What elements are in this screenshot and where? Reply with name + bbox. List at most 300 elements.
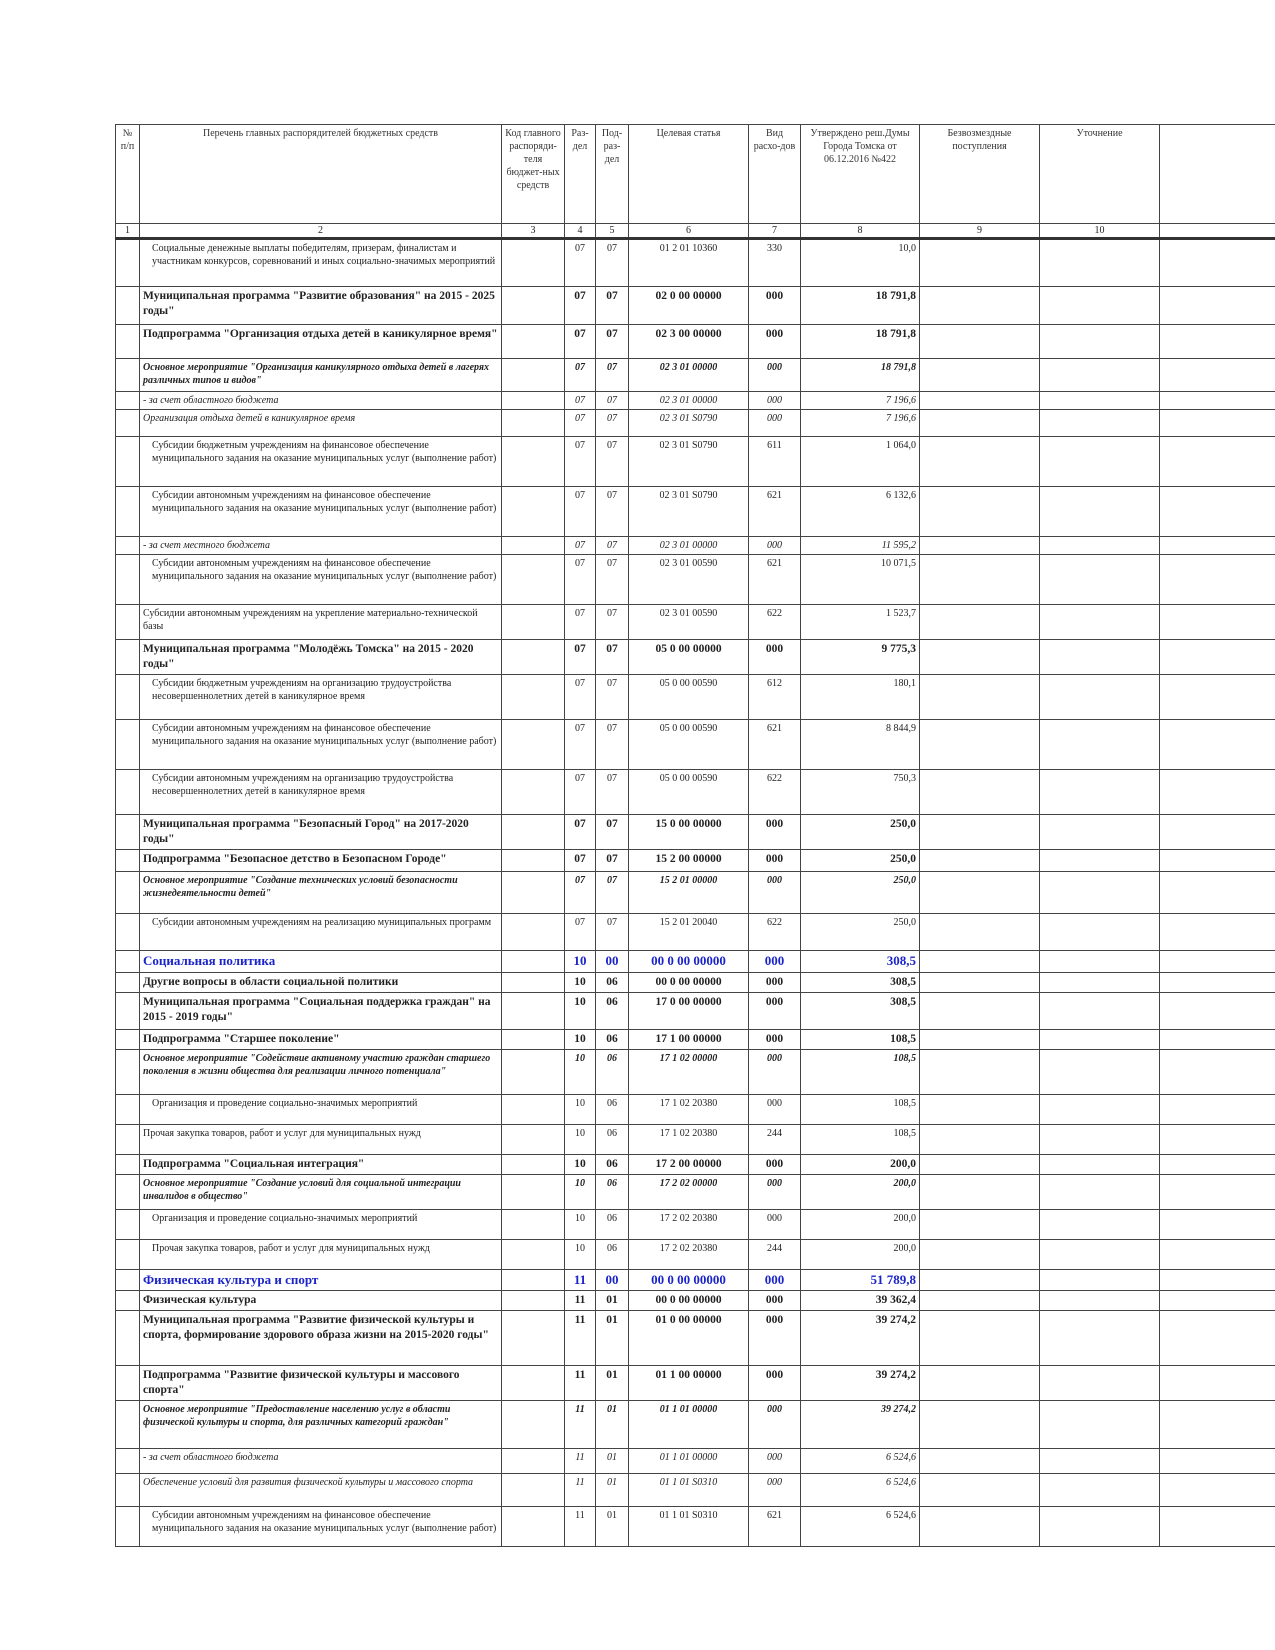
cell-free <box>920 1474 1040 1507</box>
cell-podrazdel: 06 <box>596 1209 629 1239</box>
cell-csr: 02 3 01 00000 <box>629 537 749 555</box>
table-row <box>116 992 1275 1029</box>
cell-num <box>116 1474 140 1507</box>
cell-amount: 308,5 <box>801 992 920 1029</box>
column-number: 7 <box>749 224 801 239</box>
cell-extra <box>1160 1269 1275 1291</box>
cell-csr: 05 0 00 00000 <box>629 640 749 675</box>
cell-extra <box>1160 1449 1275 1474</box>
cell-free <box>920 950 1040 972</box>
cell-free <box>920 1094 1040 1124</box>
cell-free <box>920 674 1040 719</box>
cell-vr: 000 <box>749 1401 801 1449</box>
cell-podrazdel: 07 <box>596 359 629 392</box>
header-cell: Целевая статья <box>629 125 749 224</box>
cell-free <box>920 1174 1040 1209</box>
cell-num <box>116 814 140 849</box>
cell-vr: 244 <box>749 1239 801 1269</box>
cell-razdel: 07 <box>565 325 596 359</box>
cell-num <box>116 849 140 871</box>
cell-free <box>920 1507 1040 1547</box>
cell-num <box>116 1209 140 1239</box>
cell-adjust <box>1040 392 1160 410</box>
cell-razdel: 07 <box>565 719 596 769</box>
column-number-row <box>116 224 1275 239</box>
cell-free <box>920 537 1040 555</box>
cell-vr: 000 <box>749 992 801 1029</box>
cell-name: Организация отдыха детей в каникулярное время <box>140 410 502 437</box>
cell-csr: 17 1 00 00000 <box>629 1029 749 1049</box>
cell-csr: 02 3 01 S0790 <box>629 437 749 487</box>
cell-podrazdel: 07 <box>596 674 629 719</box>
cell-csr: 17 2 02 20380 <box>629 1239 749 1269</box>
cell-amount: 308,5 <box>801 972 920 992</box>
cell-csr: 01 1 01 00000 <box>629 1401 749 1449</box>
table-row <box>116 1474 1275 1507</box>
cell-code <box>502 719 565 769</box>
cell-vr: 000 <box>749 1209 801 1239</box>
cell-free <box>920 605 1040 640</box>
cell-free <box>920 719 1040 769</box>
cell-amount: 250,0 <box>801 849 920 871</box>
cell-podrazdel: 06 <box>596 1049 629 1094</box>
cell-razdel: 11 <box>565 1449 596 1474</box>
cell-vr: 000 <box>749 871 801 913</box>
cell-adjust <box>1040 1269 1160 1291</box>
cell-adjust <box>1040 1154 1160 1174</box>
cell-code <box>502 1311 565 1366</box>
cell-free <box>920 769 1040 814</box>
cell-name: Подпрограмма "Развитие физической культуры и массового спорта" <box>140 1366 502 1401</box>
cell-razdel: 10 <box>565 992 596 1029</box>
cell-razdel: 10 <box>565 1174 596 1209</box>
cell-adjust <box>1040 487 1160 537</box>
cell-free <box>920 1291 1040 1311</box>
cell-csr: 02 3 01 S0790 <box>629 487 749 537</box>
cell-free <box>920 1049 1040 1094</box>
cell-vr: 000 <box>749 359 801 392</box>
cell-razdel: 07 <box>565 871 596 913</box>
cell-podrazdel: 06 <box>596 1029 629 1049</box>
cell-extra <box>1160 1507 1275 1547</box>
cell-razdel: 07 <box>565 605 596 640</box>
cell-code <box>502 1239 565 1269</box>
cell-razdel: 10 <box>565 1209 596 1239</box>
cell-podrazdel: 07 <box>596 392 629 410</box>
cell-name: Субсидии автономным учреждениям на финансовое обеспечение муниципального задания на оказание муниципальных услуг (выполнение работ) <box>140 719 502 769</box>
cell-name: Субсидии автономным учреждениям на организацию трудоустройства несовершеннолетних детей в каникулярное время <box>140 769 502 814</box>
cell-razdel: 11 <box>565 1366 596 1401</box>
cell-code <box>502 605 565 640</box>
cell-adjust <box>1040 849 1160 871</box>
cell-vr: 000 <box>749 1366 801 1401</box>
cell-vr: 244 <box>749 1124 801 1154</box>
cell-code <box>502 239 565 287</box>
cell-code <box>502 849 565 871</box>
cell-num <box>116 769 140 814</box>
cell-free <box>920 437 1040 487</box>
cell-podrazdel: 07 <box>596 325 629 359</box>
cell-free <box>920 1449 1040 1474</box>
cell-name: Подпрограмма "Социальная интеграция" <box>140 1154 502 1174</box>
table-row <box>116 1124 1275 1154</box>
table-row <box>116 1029 1275 1049</box>
cell-extra <box>1160 1401 1275 1449</box>
cell-name: Субсидии автономным учреждениям на укрепление материально-технической базы <box>140 605 502 640</box>
table-row <box>116 871 1275 913</box>
cell-podrazdel: 07 <box>596 640 629 675</box>
cell-code <box>502 950 565 972</box>
cell-csr: 02 0 00 00000 <box>629 287 749 325</box>
cell-code <box>502 1094 565 1124</box>
cell-razdel: 07 <box>565 239 596 287</box>
cell-name: Муниципальная программа "Развитие физической культуры и спорта, формирование здорового образа жизни на 2015-2020 годы" <box>140 1311 502 1366</box>
cell-amount: 39 274,2 <box>801 1366 920 1401</box>
cell-amount: 6 524,6 <box>801 1449 920 1474</box>
cell-extra <box>1160 814 1275 849</box>
cell-free <box>920 359 1040 392</box>
cell-free <box>920 1366 1040 1401</box>
cell-code <box>502 871 565 913</box>
cell-adjust <box>1040 1366 1160 1401</box>
cell-code <box>502 1507 565 1547</box>
cell-razdel: 07 <box>565 410 596 437</box>
cell-name: Основное мероприятие "Предоставление населению услуг в области физической культуры и спорта, для различных категорий граждан" <box>140 1401 502 1449</box>
cell-adjust <box>1040 555 1160 605</box>
cell-vr: 000 <box>749 1094 801 1124</box>
table-row <box>116 487 1275 537</box>
cell-code <box>502 1401 565 1449</box>
cell-razdel: 10 <box>565 950 596 972</box>
cell-amount: 6 524,6 <box>801 1474 920 1507</box>
cell-vr: 000 <box>749 640 801 675</box>
table-row <box>116 1154 1275 1174</box>
header-cell: Вид расхо-дов <box>749 125 801 224</box>
cell-vr: 000 <box>749 1269 801 1291</box>
cell-podrazdel: 07 <box>596 814 629 849</box>
cell-razdel: 10 <box>565 1239 596 1269</box>
cell-amount: 39 274,2 <box>801 1401 920 1449</box>
cell-free <box>920 392 1040 410</box>
cell-vr: 000 <box>749 1311 801 1366</box>
cell-code <box>502 1174 565 1209</box>
cell-amount: 308,5 <box>801 950 920 972</box>
cell-csr: 17 2 00 00000 <box>629 1154 749 1174</box>
column-number-empty <box>1160 224 1275 239</box>
cell-podrazdel: 01 <box>596 1401 629 1449</box>
cell-vr: 000 <box>749 1029 801 1049</box>
table-row <box>116 1401 1275 1449</box>
table-row <box>116 239 1275 287</box>
table-row <box>116 410 1275 437</box>
cell-free <box>920 871 1040 913</box>
cell-free <box>920 972 1040 992</box>
cell-amount: 200,0 <box>801 1154 920 1174</box>
cell-podrazdel: 07 <box>596 437 629 487</box>
cell-razdel: 07 <box>565 537 596 555</box>
cell-vr: 622 <box>749 913 801 950</box>
cell-vr: 622 <box>749 769 801 814</box>
cell-code <box>502 674 565 719</box>
cell-podrazdel: 07 <box>596 287 629 325</box>
cell-csr: 05 0 00 00590 <box>629 769 749 814</box>
cell-code <box>502 1474 565 1507</box>
cell-num <box>116 972 140 992</box>
cell-adjust <box>1040 972 1160 992</box>
cell-podrazdel: 01 <box>596 1366 629 1401</box>
cell-name: Субсидии бюджетным учреждениям на организацию трудоустройства несовершеннолетних детей в каникулярное время <box>140 674 502 719</box>
cell-num <box>116 1094 140 1124</box>
cell-vr: 000 <box>749 325 801 359</box>
cell-amount: 10,0 <box>801 239 920 287</box>
cell-name: - за счет областного бюджета <box>140 392 502 410</box>
cell-num <box>116 555 140 605</box>
cell-num <box>116 1239 140 1269</box>
cell-free <box>920 1239 1040 1269</box>
cell-amount: 7 196,6 <box>801 410 920 437</box>
cell-razdel: 11 <box>565 1291 596 1311</box>
cell-podrazdel: 07 <box>596 487 629 537</box>
cell-name: Подпрограмма "Организация отдыха детей в каникулярное время" <box>140 325 502 359</box>
cell-razdel: 11 <box>565 1269 596 1291</box>
column-number: 8 <box>801 224 920 239</box>
cell-extra <box>1160 1474 1275 1507</box>
cell-podrazdel: 07 <box>596 769 629 814</box>
column-number: 3 <box>502 224 565 239</box>
cell-name: Основное мероприятие "Организация каникулярного отдыха детей в лагерях различных типов и видов" <box>140 359 502 392</box>
table-row <box>116 1094 1275 1124</box>
cell-extra <box>1160 1154 1275 1174</box>
cell-amount: 6 132,6 <box>801 487 920 537</box>
cell-code <box>502 814 565 849</box>
cell-csr: 01 1 01 S0310 <box>629 1474 749 1507</box>
cell-csr: 17 0 00 00000 <box>629 992 749 1029</box>
cell-razdel: 07 <box>565 640 596 675</box>
cell-podrazdel: 06 <box>596 1154 629 1174</box>
cell-adjust <box>1040 1239 1160 1269</box>
cell-vr: 000 <box>749 849 801 871</box>
cell-amount: 108,5 <box>801 1049 920 1094</box>
cell-amount: 250,0 <box>801 871 920 913</box>
cell-free <box>920 325 1040 359</box>
cell-podrazdel: 01 <box>596 1311 629 1366</box>
cell-csr: 02 3 01 00590 <box>629 555 749 605</box>
cell-num <box>116 325 140 359</box>
cell-code <box>502 1449 565 1474</box>
table-row <box>116 719 1275 769</box>
cell-num <box>116 1311 140 1366</box>
cell-code <box>502 972 565 992</box>
cell-adjust <box>1040 992 1160 1029</box>
cell-num <box>116 287 140 325</box>
cell-free <box>920 410 1040 437</box>
cell-adjust <box>1040 913 1160 950</box>
cell-adjust <box>1040 537 1160 555</box>
cell-adjust <box>1040 950 1160 972</box>
cell-vr: 611 <box>749 437 801 487</box>
cell-code <box>502 640 565 675</box>
cell-amount: 108,5 <box>801 1094 920 1124</box>
cell-extra <box>1160 972 1275 992</box>
cell-code <box>502 1049 565 1094</box>
cell-name: Обеспечение условий для развития физической культуры и массового спорта <box>140 1474 502 1507</box>
cell-name: Основное мероприятие "Создание условий для социальной интеграции инвалидов в общество" <box>140 1174 502 1209</box>
cell-name: Физическая культура и спорт <box>140 1269 502 1291</box>
cell-vr: 000 <box>749 392 801 410</box>
table-row <box>116 814 1275 849</box>
cell-name: Организация и проведение социально-значимых мероприятий <box>140 1209 502 1239</box>
cell-amount: 10 071,5 <box>801 555 920 605</box>
table-row <box>116 674 1275 719</box>
cell-adjust <box>1040 410 1160 437</box>
cell-extra <box>1160 410 1275 437</box>
cell-num <box>116 992 140 1029</box>
cell-podrazdel: 07 <box>596 239 629 287</box>
column-number: 2 <box>140 224 502 239</box>
cell-csr: 01 1 01 00000 <box>629 1449 749 1474</box>
table-row <box>116 1209 1275 1239</box>
cell-num <box>116 1174 140 1209</box>
header-cell: Код главного распоряди-теля бюджет-ных средств <box>502 125 565 224</box>
cell-num <box>116 871 140 913</box>
cell-vr: 000 <box>749 1154 801 1174</box>
cell-razdel: 10 <box>565 1094 596 1124</box>
cell-vr: 000 <box>749 1174 801 1209</box>
cell-podrazdel: 01 <box>596 1291 629 1311</box>
cell-adjust <box>1040 1049 1160 1094</box>
cell-adjust <box>1040 1507 1160 1547</box>
cell-adjust <box>1040 325 1160 359</box>
cell-razdel: 10 <box>565 1154 596 1174</box>
cell-podrazdel: 00 <box>596 950 629 972</box>
cell-csr: 15 2 01 20040 <box>629 913 749 950</box>
cell-adjust <box>1040 287 1160 325</box>
cell-free <box>920 1269 1040 1291</box>
table-row <box>116 1366 1275 1401</box>
column-number: 4 <box>565 224 596 239</box>
table-row <box>116 1049 1275 1094</box>
cell-csr: 02 3 01 S0790 <box>629 410 749 437</box>
cell-code <box>502 287 565 325</box>
cell-code <box>502 410 565 437</box>
cell-podrazdel: 07 <box>596 849 629 871</box>
cell-vr: 622 <box>749 605 801 640</box>
header-cell: Под-раз-дел <box>596 125 629 224</box>
cell-code <box>502 359 565 392</box>
cell-csr: 15 2 01 00000 <box>629 871 749 913</box>
cell-adjust <box>1040 359 1160 392</box>
cell-vr: 621 <box>749 487 801 537</box>
cell-csr: 02 3 01 00000 <box>629 392 749 410</box>
cell-csr: 01 1 01 S0310 <box>629 1507 749 1547</box>
cell-vr: 000 <box>749 950 801 972</box>
cell-amount: 108,5 <box>801 1124 920 1154</box>
cell-adjust <box>1040 1291 1160 1311</box>
cell-free <box>920 1154 1040 1174</box>
cell-extra <box>1160 992 1275 1029</box>
cell-name: Муниципальная программа "Молодёжь Томска" на 2015 - 2020 годы" <box>140 640 502 675</box>
table-row <box>116 1269 1275 1291</box>
cell-extra <box>1160 287 1275 325</box>
cell-code <box>502 1124 565 1154</box>
cell-razdel: 07 <box>565 359 596 392</box>
cell-razdel: 07 <box>565 287 596 325</box>
cell-amount: 200,0 <box>801 1174 920 1209</box>
cell-podrazdel: 00 <box>596 1269 629 1291</box>
cell-num <box>116 1291 140 1311</box>
cell-free <box>920 849 1040 871</box>
cell-adjust <box>1040 1401 1160 1449</box>
cell-num <box>116 410 140 437</box>
table-row <box>116 1239 1275 1269</box>
cell-num <box>116 1269 140 1291</box>
cell-num <box>116 913 140 950</box>
cell-amount: 750,3 <box>801 769 920 814</box>
cell-vr: 000 <box>749 287 801 325</box>
cell-code <box>502 437 565 487</box>
cell-podrazdel: 07 <box>596 871 629 913</box>
cell-razdel: 07 <box>565 769 596 814</box>
cell-extra <box>1160 1311 1275 1366</box>
cell-razdel: 07 <box>565 487 596 537</box>
cell-free <box>920 1029 1040 1049</box>
cell-free <box>920 640 1040 675</box>
cell-adjust <box>1040 1449 1160 1474</box>
table-row <box>116 950 1275 972</box>
cell-podrazdel: 07 <box>596 605 629 640</box>
cell-adjust <box>1040 1474 1160 1507</box>
cell-amount: 1 523,7 <box>801 605 920 640</box>
cell-adjust <box>1040 1094 1160 1124</box>
cell-csr: 02 3 01 00590 <box>629 605 749 640</box>
cell-vr: 000 <box>749 1049 801 1094</box>
cell-amount: 250,0 <box>801 913 920 950</box>
cell-podrazdel: 06 <box>596 992 629 1029</box>
cell-razdel: 07 <box>565 392 596 410</box>
cell-adjust <box>1040 814 1160 849</box>
cell-name: Субсидии автономным учреждениям на реализацию муниципальных программ <box>140 913 502 950</box>
cell-name: Подпрограмма "Безопасное детство в Безопасном Городе" <box>140 849 502 871</box>
cell-code <box>502 555 565 605</box>
cell-amount: 1 064,0 <box>801 437 920 487</box>
cell-num <box>116 1507 140 1547</box>
cell-extra <box>1160 437 1275 487</box>
cell-podrazdel: 01 <box>596 1474 629 1507</box>
cell-amount: 180,1 <box>801 674 920 719</box>
column-number: 9 <box>920 224 1040 239</box>
cell-num <box>116 487 140 537</box>
cell-extra <box>1160 1049 1275 1094</box>
cell-razdel: 07 <box>565 913 596 950</box>
cell-free <box>920 287 1040 325</box>
cell-extra <box>1160 1174 1275 1209</box>
cell-csr: 02 3 01 00000 <box>629 359 749 392</box>
cell-razdel: 07 <box>565 555 596 605</box>
cell-name: Муниципальная программа "Безопасный Город" на 2017-2020 годы" <box>140 814 502 849</box>
cell-vr: 621 <box>749 555 801 605</box>
budget-table <box>115 124 1275 1547</box>
cell-extra <box>1160 537 1275 555</box>
cell-num <box>116 674 140 719</box>
cell-free <box>920 1209 1040 1239</box>
cell-razdel: 07 <box>565 674 596 719</box>
cell-podrazdel: 01 <box>596 1449 629 1474</box>
table-row <box>116 640 1275 675</box>
table-row <box>116 1449 1275 1474</box>
cell-podrazdel: 07 <box>596 913 629 950</box>
cell-extra <box>1160 1366 1275 1401</box>
cell-extra <box>1160 605 1275 640</box>
